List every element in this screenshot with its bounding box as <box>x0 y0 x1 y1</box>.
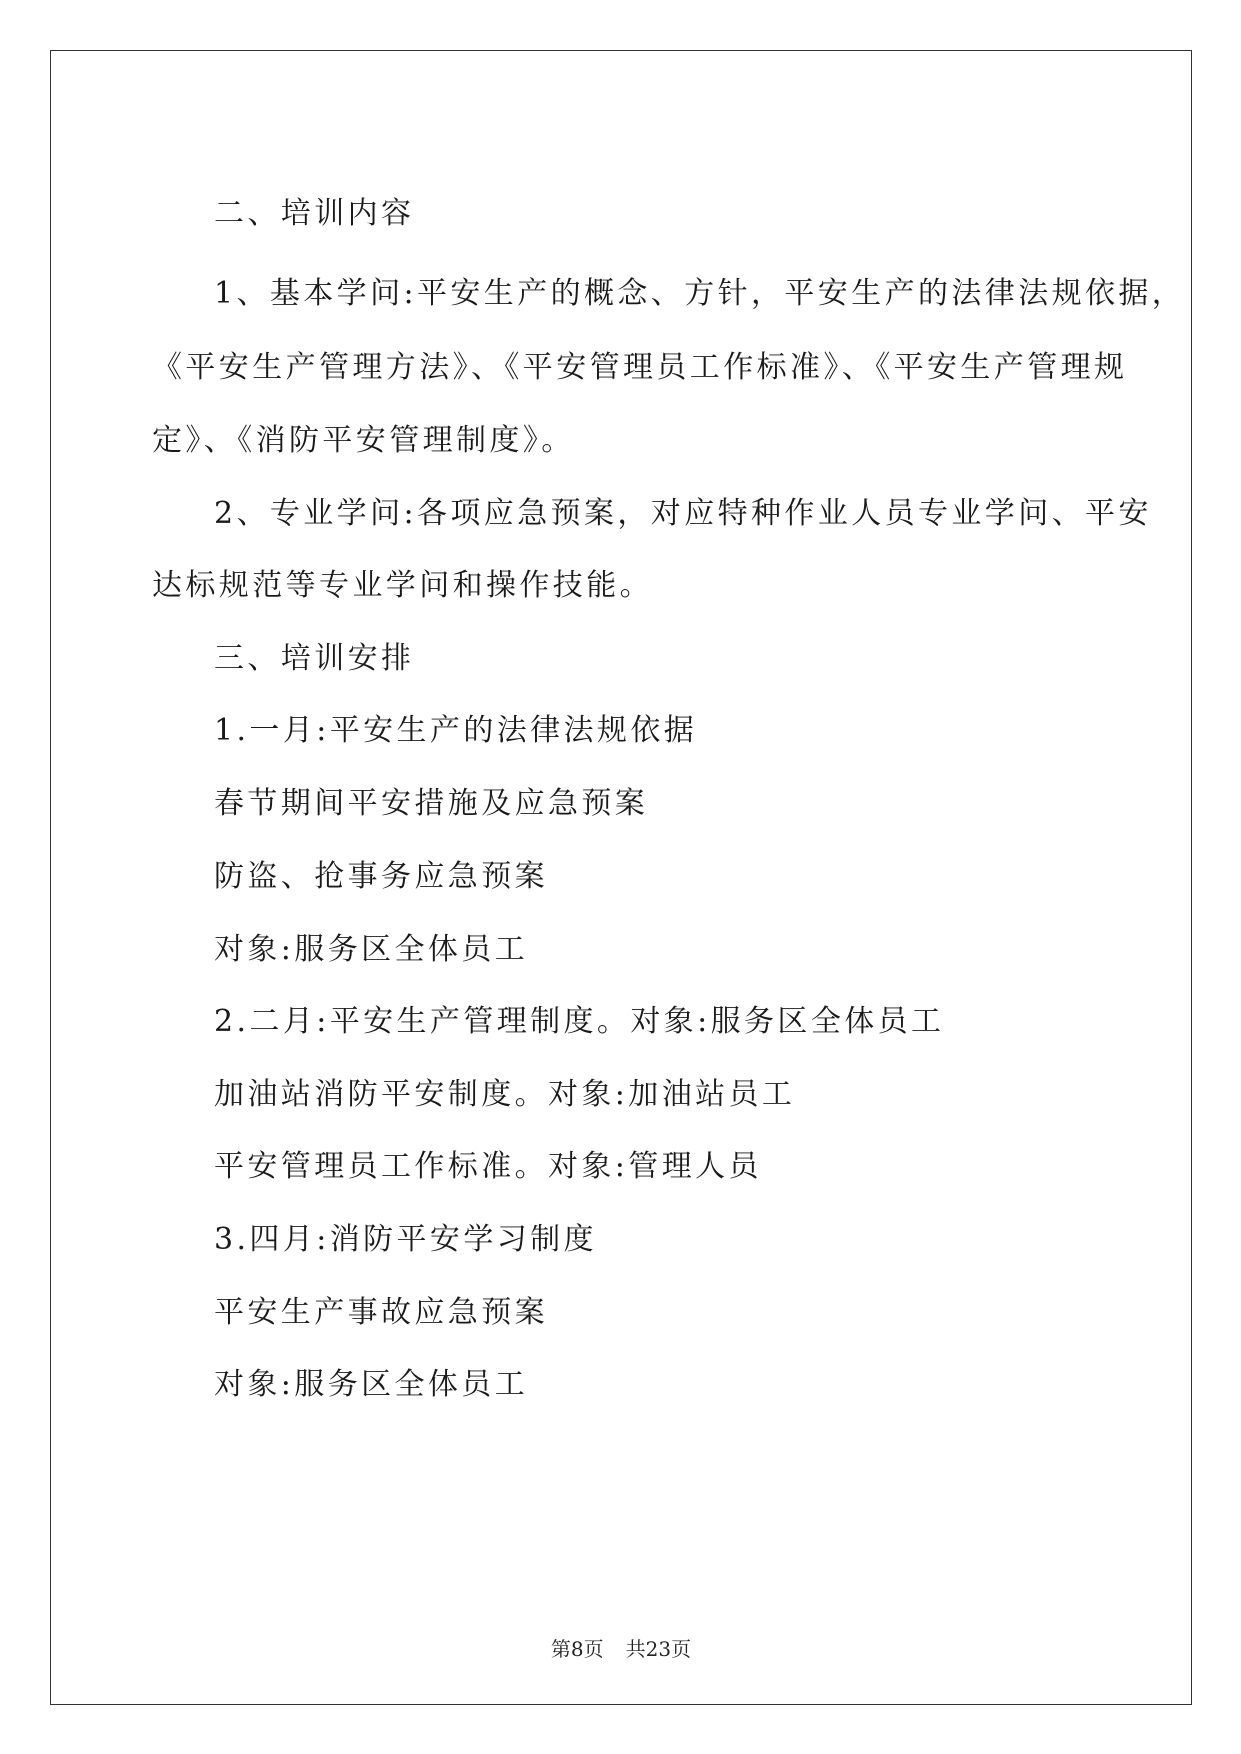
paragraph-line: 达标规范等专业学问和操作技能。 <box>152 568 653 603</box>
section-heading-training-content: 二、培训内容 <box>214 196 415 231</box>
paragraph-line: 2、专业学问:各项应急预案，对应特种作业人员专业学问、平安 <box>214 496 1152 531</box>
list-item: 加油站消防平安制度。对象:加油站员工 <box>214 1077 796 1112</box>
paragraph-line: 1、基本学问:平安生产的概念、方针，平安生产的法律法规依据， <box>214 276 1186 311</box>
section-heading-training-schedule: 三、培训安排 <box>214 641 415 676</box>
paragraph-line: 定》、《消防平安管理制度》。 <box>152 423 575 458</box>
page-footer <box>51 1636 1191 1662</box>
list-item: 对象:服务区全体员工 <box>214 1367 529 1402</box>
list-item: 1.一月:平安生产的法律法规依据 <box>214 713 698 748</box>
list-item: 春节期间平安措施及应急预案 <box>214 786 649 821</box>
list-item: 2.二月:平安生产管理制度。对象:服务区全体员工 <box>214 1004 945 1039</box>
list-item: 3.四月:消防平安学习制度 <box>214 1222 597 1257</box>
current-page-number: 第8页 <box>550 1637 604 1661</box>
page-frame <box>50 50 1192 1705</box>
list-item: 平安生产事故应急预案 <box>214 1295 548 1330</box>
list-item: 防盗、抢事务应急预案 <box>214 859 548 894</box>
list-item: 平安管理员工作标准。对象:管理人员 <box>214 1149 762 1184</box>
total-pages: 共23页 <box>625 1637 692 1661</box>
list-item: 对象:服务区全体员工 <box>214 932 529 967</box>
paragraph-line: 《平安生产管理方法》、《平安管理员工作标准》、《平安生产管理规 <box>152 350 1128 385</box>
